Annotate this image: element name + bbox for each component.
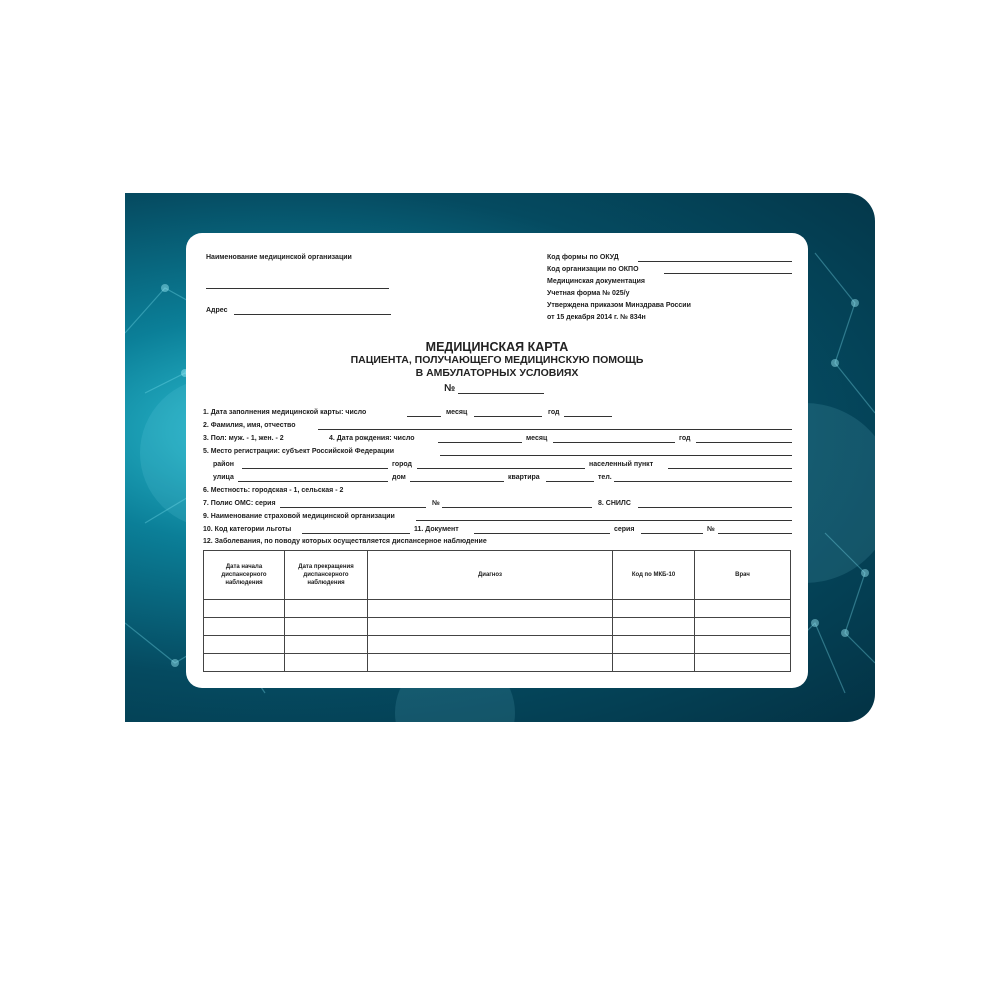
field-8-line: [638, 507, 792, 508]
address-line: [234, 314, 391, 315]
field-11-label: 11. Документ: [414, 526, 459, 533]
okpo-label: Код организации по ОКПО: [547, 266, 639, 273]
field-5-settlement-line: [668, 468, 792, 469]
okud-line: [638, 261, 792, 262]
field-5-phone-label: тел.: [598, 474, 612, 481]
field-9-line: [416, 520, 792, 521]
form-number-text: Учетная форма № 025/у: [547, 290, 630, 297]
field-5-region-line: [440, 455, 792, 456]
field-4-label: 4. Дата рождения: число: [329, 435, 415, 442]
table-row: [204, 600, 791, 618]
field-5-phone-line: [614, 481, 792, 482]
field-9-label: 9. Наименование страховой медицинской организации: [203, 513, 395, 520]
okpo-line: [664, 273, 792, 274]
field-1-month-line: [474, 416, 542, 417]
field-1-year-line: [564, 416, 612, 417]
field-1-day-line: [407, 416, 441, 417]
col-doctor: Врач: [695, 551, 791, 600]
table-header-row: [204, 551, 791, 600]
field-5-street-line: [238, 481, 388, 482]
field-3-label: 3. Пол: муж. - 1, жен. - 2: [203, 435, 284, 442]
field-5-city-label: город: [392, 461, 413, 468]
field-5-city-line: [417, 468, 585, 469]
field-5-district-label: район: [213, 461, 234, 468]
field-6-label: 6. Местность: городская - 1, сельская - 2: [203, 487, 344, 494]
okud-label: Код формы по ОКУД: [547, 254, 619, 261]
col-end-date: Дата прекращения диспансерного наблюдения: [285, 551, 368, 600]
col-start-date: Дата начала диспансерного наблюдения: [204, 551, 285, 600]
field-1-label: 1. Дата заполнения медицинской карты: число: [203, 409, 367, 416]
field-11-line: [474, 533, 610, 534]
col-icd-code: Код по МКБ-10: [613, 551, 695, 600]
card-number-line: [458, 393, 544, 394]
field-5-street-label: улица: [213, 474, 234, 481]
form-title: МЕДИЦИНСКАЯ КАРТА: [425, 340, 569, 354]
field-4-day-line: [438, 442, 522, 443]
form-subtitle: ПАЦИЕНТА, ПОЛУЧАЮЩЕГО МЕДИЦИНСКУЮ ПОМОЩЬ: [350, 354, 644, 366]
field-4-year-line: [696, 442, 792, 443]
field-7-number-line: [442, 507, 592, 508]
field-10-label: 10. Код категории льготы: [203, 526, 292, 533]
field-1-month-label: месяц: [446, 409, 468, 416]
field-5-label: 5. Место регистрации: субъект Российской Федерации: [203, 448, 394, 455]
field-11-series-label: серия: [614, 526, 635, 533]
med-docs-text: Медицинская документация: [547, 278, 645, 285]
medical-card-form: [186, 233, 808, 688]
field-11-number-label: №: [707, 526, 715, 533]
field-11-number-line: [718, 533, 792, 534]
table-row: [204, 654, 791, 672]
approved-line2: от 15 декабря 2014 г. № 834н: [547, 314, 646, 321]
field-7-label: 7. Полис ОМС: серия: [203, 500, 276, 507]
field-1-year-label: год: [548, 409, 560, 416]
dispensary-table: [203, 550, 791, 672]
field-12-label: 12. Заболевания, по поводу которых осуществляется диспансерное наблюдение: [203, 538, 487, 545]
col-diagnosis: Диагноз: [368, 551, 613, 600]
field-4-year-label: год: [679, 435, 691, 442]
table-row: [204, 636, 791, 654]
field-2-line: [318, 429, 792, 430]
field-5-house-label: дом: [392, 474, 406, 481]
field-5-house-line: [410, 481, 504, 482]
org-name-label: Наименование медицинской организации: [206, 254, 352, 261]
field-4-month-label: месяц: [526, 435, 548, 442]
field-11-series-line: [641, 533, 703, 534]
field-7-series-line: [280, 507, 426, 508]
field-7-number-label: №: [432, 500, 440, 507]
address-label: Адрес: [206, 307, 228, 314]
org-name-line: [206, 288, 389, 289]
table-row: [204, 618, 791, 636]
field-5-district-line: [242, 468, 388, 469]
field-5-settlement-label: населенный пункт: [589, 461, 654, 468]
field-2-label: 2. Фамилия, имя, отчество: [203, 422, 296, 429]
approved-line1: Утверждена приказом Минздрава России: [547, 302, 691, 309]
field-8-label: 8. СНИЛС: [598, 500, 631, 507]
form-subtitle-2: В АМБУЛАТОРНЫХ УСЛОВИЯХ: [415, 367, 579, 379]
field-5-apartment-line: [546, 481, 594, 482]
field-4-month-line: [553, 442, 675, 443]
field-5-apartment-label: квартира: [508, 474, 540, 481]
field-10-line: [302, 533, 410, 534]
card-number-label: №: [444, 383, 456, 394]
